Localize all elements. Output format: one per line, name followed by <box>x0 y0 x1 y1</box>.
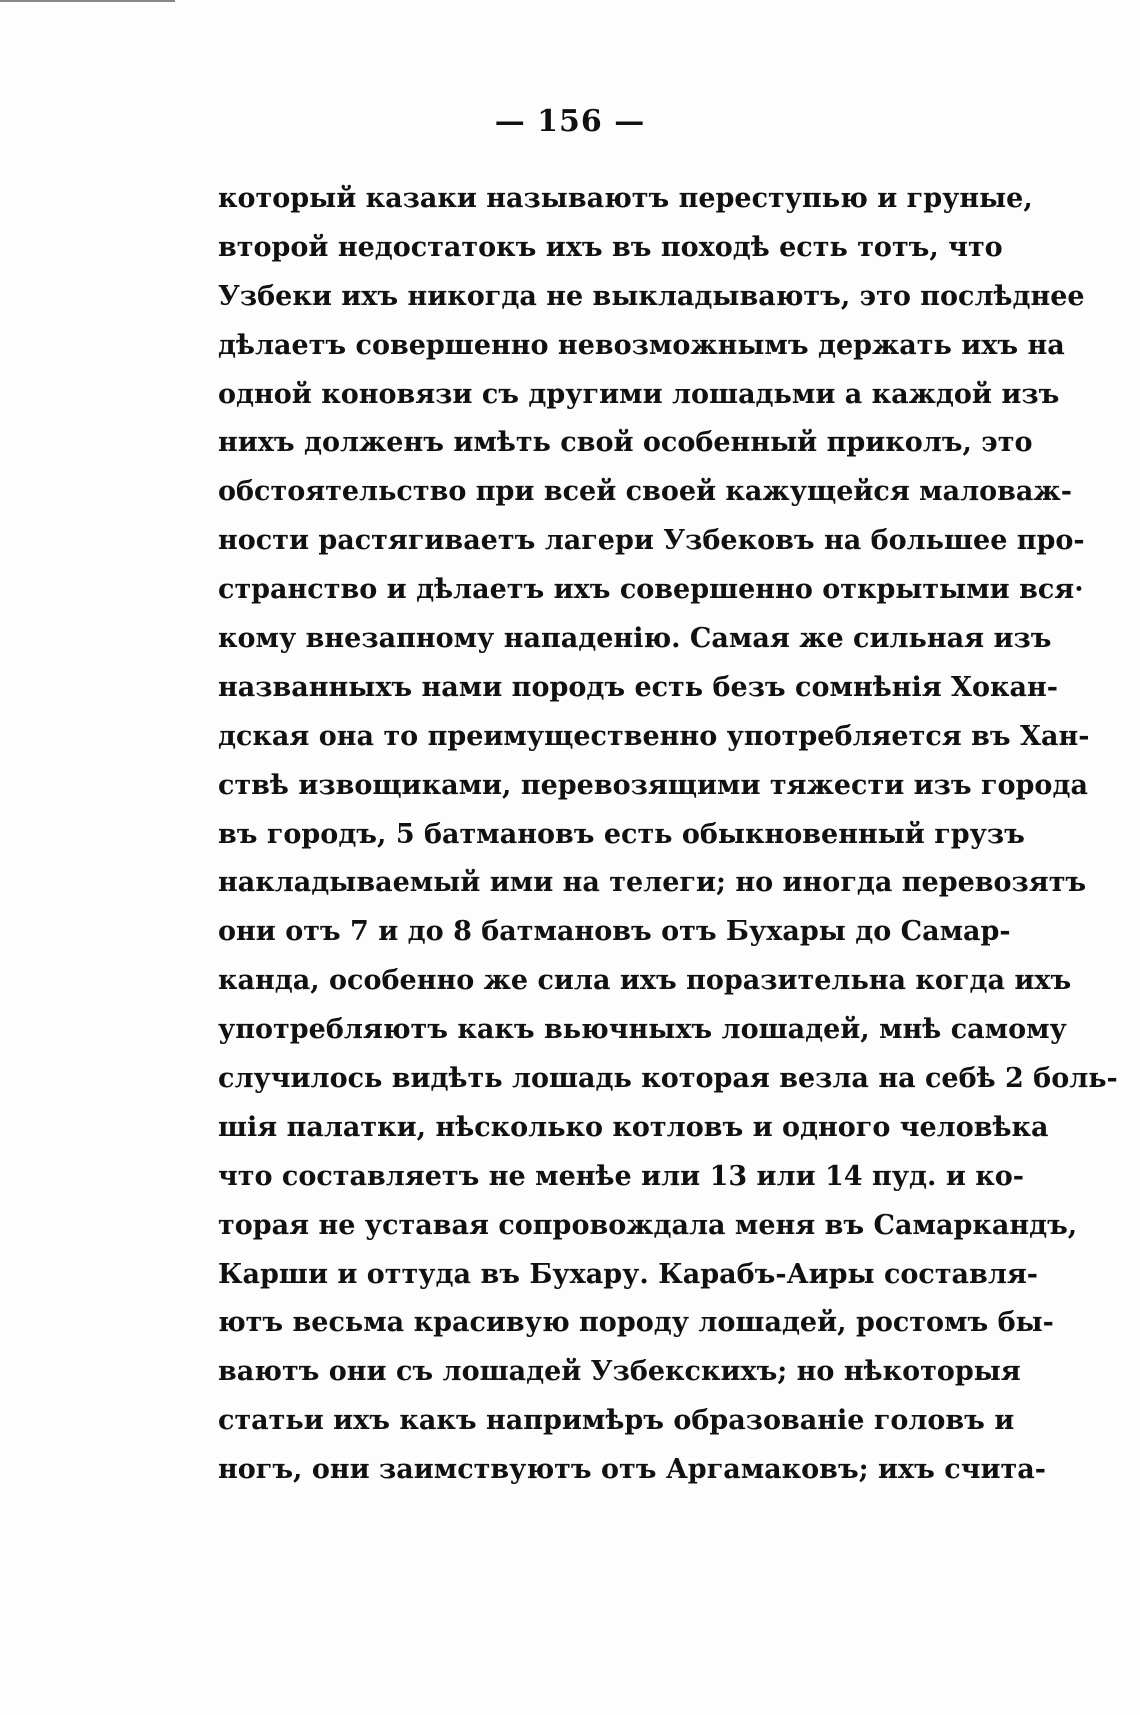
text-line: дѣлаетъ совершенно невозможнымъ держать ихъ на <box>218 329 1065 361</box>
text-line: въ городъ, 5 батмановъ есть обыкновенный грузъ <box>218 818 1025 850</box>
text-line: одной коновязи съ другими лошадьми а каждой изъ <box>218 378 1060 410</box>
text-line: названныхъ нами породъ есть безъ сомнѣнія Хокан- <box>218 671 1058 703</box>
text-line: нихъ долженъ имѣть свой особенный приколъ, это <box>218 427 1033 459</box>
page-number: — 156 — <box>494 104 646 139</box>
text-line: ваютъ они съ лошадей Узбекскихъ; но нѣкоторыя <box>218 1356 1021 1388</box>
text-line: дская она то преимущественно употребляется въ Хан- <box>218 720 1090 752</box>
text-line: ности растягиваетъ лагери Узбековъ на большее про- <box>218 525 1085 557</box>
text-line: странство и дѣлаетъ ихъ совершенно открытыми вся· <box>218 574 1084 606</box>
text-line: канда, особенно же сила ихъ поразительна когда ихъ <box>218 965 1072 997</box>
text-line: употребляютъ какъ вьючныхъ лошадей, мнѣ самому <box>218 1014 1067 1046</box>
text-line: случилось видѣть лошадь которая везла на себѣ 2 боль- <box>218 1063 1118 1095</box>
body-text <box>218 175 1118 1495</box>
text-line: ногъ, они заимствуютъ отъ Аргамаковъ; ихъ счита- <box>218 1454 1046 1486</box>
text-line: торая не уставая сопровождала меня въ Самаркандъ, <box>218 1209 1078 1241</box>
text-line: который казаки называютъ переступью и груные, <box>218 183 1033 214</box>
text-line: они отъ 7 и до 8 батмановъ отъ Бухары до Самар- <box>218 916 1011 948</box>
text-line: второй недостатокъ ихъ въ походѣ есть тотъ, что <box>218 231 1003 263</box>
text-line: ютъ весьма красивую породу лошадей, ростомъ бы- <box>218 1307 1054 1339</box>
text-line: обстоятельство при всей своей кажущейся маловаж- <box>218 476 1072 508</box>
text-line: шія палатки, нѣсколько котловъ и одного человѣка <box>218 1111 1049 1143</box>
text-line: Карши и оттуда въ Бухару. Карабъ-Аиры составля- <box>218 1258 1039 1290</box>
text-line: ствѣ извощиками, перевозящими тяжести изъ города <box>218 769 1088 801</box>
text-line: кому внезапному нападенію. Самая же сильная изъ <box>218 623 1052 655</box>
text-line: статьи ихъ какъ напримѣръ образованіе головъ и <box>218 1405 1015 1437</box>
text-line: накладываемый ими на телеги; но иногда перевозятъ <box>218 867 1087 899</box>
text-line: Узбеки ихъ никогда не выкладываютъ, это послѣднее <box>218 280 1085 312</box>
text-line: что составляетъ не менѣе или 13 или 14 пуд. и ко- <box>218 1160 1024 1192</box>
scan-edge-rule <box>0 0 175 2</box>
